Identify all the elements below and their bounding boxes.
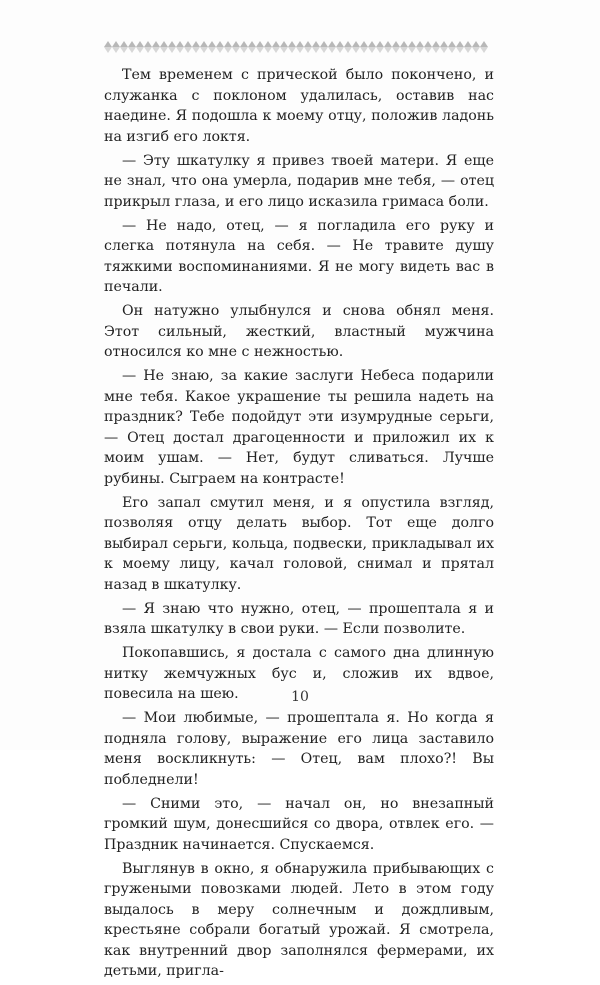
ornament-triangle [400, 41, 408, 47]
ornament-triangle [320, 47, 328, 53]
ornament-triangle [400, 47, 408, 53]
ornament-triangle [360, 47, 368, 53]
ornament-triangle [240, 41, 248, 47]
ornament-triangle [440, 41, 448, 47]
ornament-triangle [264, 47, 272, 53]
ornament-triangle [352, 47, 360, 53]
ornament-triangle [200, 47, 208, 53]
ornament-triangle [472, 41, 480, 47]
ornament-triangle [256, 47, 264, 53]
ornament-triangle [440, 47, 448, 53]
ornament-triangle [280, 41, 288, 47]
ornament-triangle [264, 41, 272, 47]
ornament-triangle [368, 47, 376, 53]
ornament-triangle [448, 47, 456, 53]
ornament-triangle [208, 47, 216, 53]
ornament-triangle [456, 41, 464, 47]
ornament-triangle [200, 41, 208, 47]
paragraph: Покопавшись, я достала с самого дна длинную нитку жемчужных бус и, сложив их вдвое, повесила на шею. [104, 645, 494, 702]
ornament-triangle [408, 41, 416, 47]
ornament-triangle [224, 47, 232, 53]
ornament-triangle [288, 47, 296, 53]
ornament-triangle [288, 41, 296, 47]
ornament-triangle [336, 47, 344, 53]
ornament-triangle [232, 47, 240, 53]
ornament-triangle [304, 47, 312, 53]
paragraph: Выглянув в окно, я обнаружила прибывающих с гружеными повозками людей. Лето в этом году выдалось в меру солнечным и дождливым, крестьяне собрали богатый урожай. Я смотрела, как внутренний двор заполнялся фермерами, их детьми, пригла- [104, 860, 494, 979]
ornament-triangle [272, 41, 280, 47]
decorative-ornament-border [104, 40, 492, 54]
ornament-triangle [424, 47, 432, 53]
ornament-triangle [112, 41, 120, 47]
ornament-triangle [432, 41, 440, 47]
ornament-triangle [432, 47, 440, 53]
ornament-triangle [224, 41, 232, 47]
ornament-triangle [240, 47, 248, 53]
ornament-triangle [456, 47, 464, 53]
ornament-triangle [144, 41, 152, 47]
ornament-triangle [328, 41, 336, 47]
ornament-triangle [248, 41, 256, 47]
paragraph: — Эту шкатулку я привез твоей матери. Я еще не знал, что она умерла, подарив мне тебя, — отец прикрыл глаза, и его лицо исказила гримаса боли. [104, 152, 494, 210]
ornament-triangle [208, 41, 216, 47]
ornament-triangle [448, 41, 456, 47]
ornament-triangle [160, 47, 168, 53]
ornament-triangle [160, 41, 168, 47]
ornament-triangle [376, 47, 384, 53]
ornament-triangle [472, 47, 480, 53]
ornament-triangle [176, 41, 184, 47]
ornament-triangle [216, 47, 224, 53]
paragraph: — Не надо, отец, — я погладила его руку и слегка потянула на себя. — Не травите душу тяжкими воспоминаниями. Я не могу видеть вас в печали. [104, 217, 494, 295]
ornament-triangle [176, 47, 184, 53]
ornament-triangle [424, 41, 432, 47]
ornament-triangle [352, 41, 360, 47]
ornament-triangle [184, 47, 192, 53]
ornament-triangle [392, 41, 400, 47]
ornament-triangle [184, 41, 192, 47]
ornament-triangle [144, 47, 152, 53]
ornament-triangle [216, 41, 224, 47]
ornament-triangle [464, 47, 472, 53]
paragraph: — Сними это, — начал он, но внезапный громкий шум, донесшийся со двора, отвлек его. — Праздник начинается. Спускаемся. [104, 795, 494, 853]
ornament-triangle [120, 41, 128, 47]
paragraph: Он натужно улыбнулся и снова обнял меня. Этот сильный, жесткий, властный мужчина относился ко мне с нежностью. [104, 303, 494, 360]
paragraph: Тем временем с прической было покончено, и служанка с поклоном удалилась, оставив нас наедине. Я подошла к моему отцу, положив ладонь на изгиб его локтя. [104, 67, 494, 145]
ornament-triangle [272, 47, 280, 53]
body-text [104, 65, 494, 985]
ornament-triangle [128, 47, 136, 53]
ornament-triangle [280, 47, 288, 53]
ornament-triangle [168, 41, 176, 47]
ornament-triangle [416, 41, 424, 47]
page-number: 10 [291, 689, 309, 705]
ornament-triangle [152, 41, 160, 47]
ornament-triangle [256, 41, 264, 47]
ornament-triangle [152, 47, 160, 53]
ornament-triangle [360, 41, 368, 47]
ornament-triangle [336, 41, 344, 47]
ornament-triangle [232, 41, 240, 47]
ornament-triangle [120, 47, 128, 53]
ornament-triangle [128, 41, 136, 47]
ornament-triangle [408, 47, 416, 53]
paragraph: — Я знаю что нужно, отец, — прошептала я и взяла шкатулку в свои руки. — Если позволите. [104, 600, 494, 637]
ornament-triangle [296, 41, 304, 47]
ornament-triangle [376, 41, 384, 47]
ornament-triangle [304, 41, 312, 47]
ornament-triangle [168, 47, 176, 53]
ornament-triangle [328, 47, 336, 53]
ornament-triangle [480, 41, 488, 47]
ornament-triangle [312, 41, 320, 47]
ornament-triangle [192, 47, 200, 53]
ornament-triangle [320, 41, 328, 47]
ornament-triangle [368, 41, 376, 47]
paragraph: — Мои любимые, — прошептала я. Но когда я подняла голову, выражение его лица заставило меня воскликнуть: — Отец, вам плохо?! Вы побледнели! [104, 710, 494, 788]
ornament-triangle [248, 47, 256, 53]
ornament-triangle [112, 47, 120, 53]
ornament-triangle [392, 47, 400, 53]
ornament-triangle [136, 47, 144, 53]
ornament-triangle [344, 41, 352, 47]
ornament-triangle [192, 41, 200, 47]
ornament-triangle [464, 41, 472, 47]
paragraph: Его запал смутил меня, и я опустила взгляд, позволяя отцу делать выбор. Тот еще долго выбирал серьги, кольца, подвески, прикладывал их к моему лицу, качал головой, снимал и прятал назад в шкатулку. [104, 494, 494, 593]
ornament-triangle [480, 47, 488, 53]
ornament-triangle [312, 47, 320, 53]
ornament-triangle [136, 41, 144, 47]
ornament-triangle [344, 47, 352, 53]
ornament-triangle [104, 47, 112, 53]
ornament-triangle [296, 47, 304, 53]
ornament-triangle [104, 41, 112, 47]
ornament-triangle [384, 47, 392, 53]
ornament-triangle [416, 47, 424, 53]
paragraph: — Не знаю, за какие заслуги Небеса подарили мне тебя. Какое украшение ты решила надеть на праздник? Тебе подойдут эти изумрудные серьги, — Отец достал драгоценности и приложил их к моим ушам. — Нет, будут сливаться. Лучше рубины. Сыграем на контрасте! [104, 368, 494, 487]
ornament-triangle [384, 41, 392, 47]
